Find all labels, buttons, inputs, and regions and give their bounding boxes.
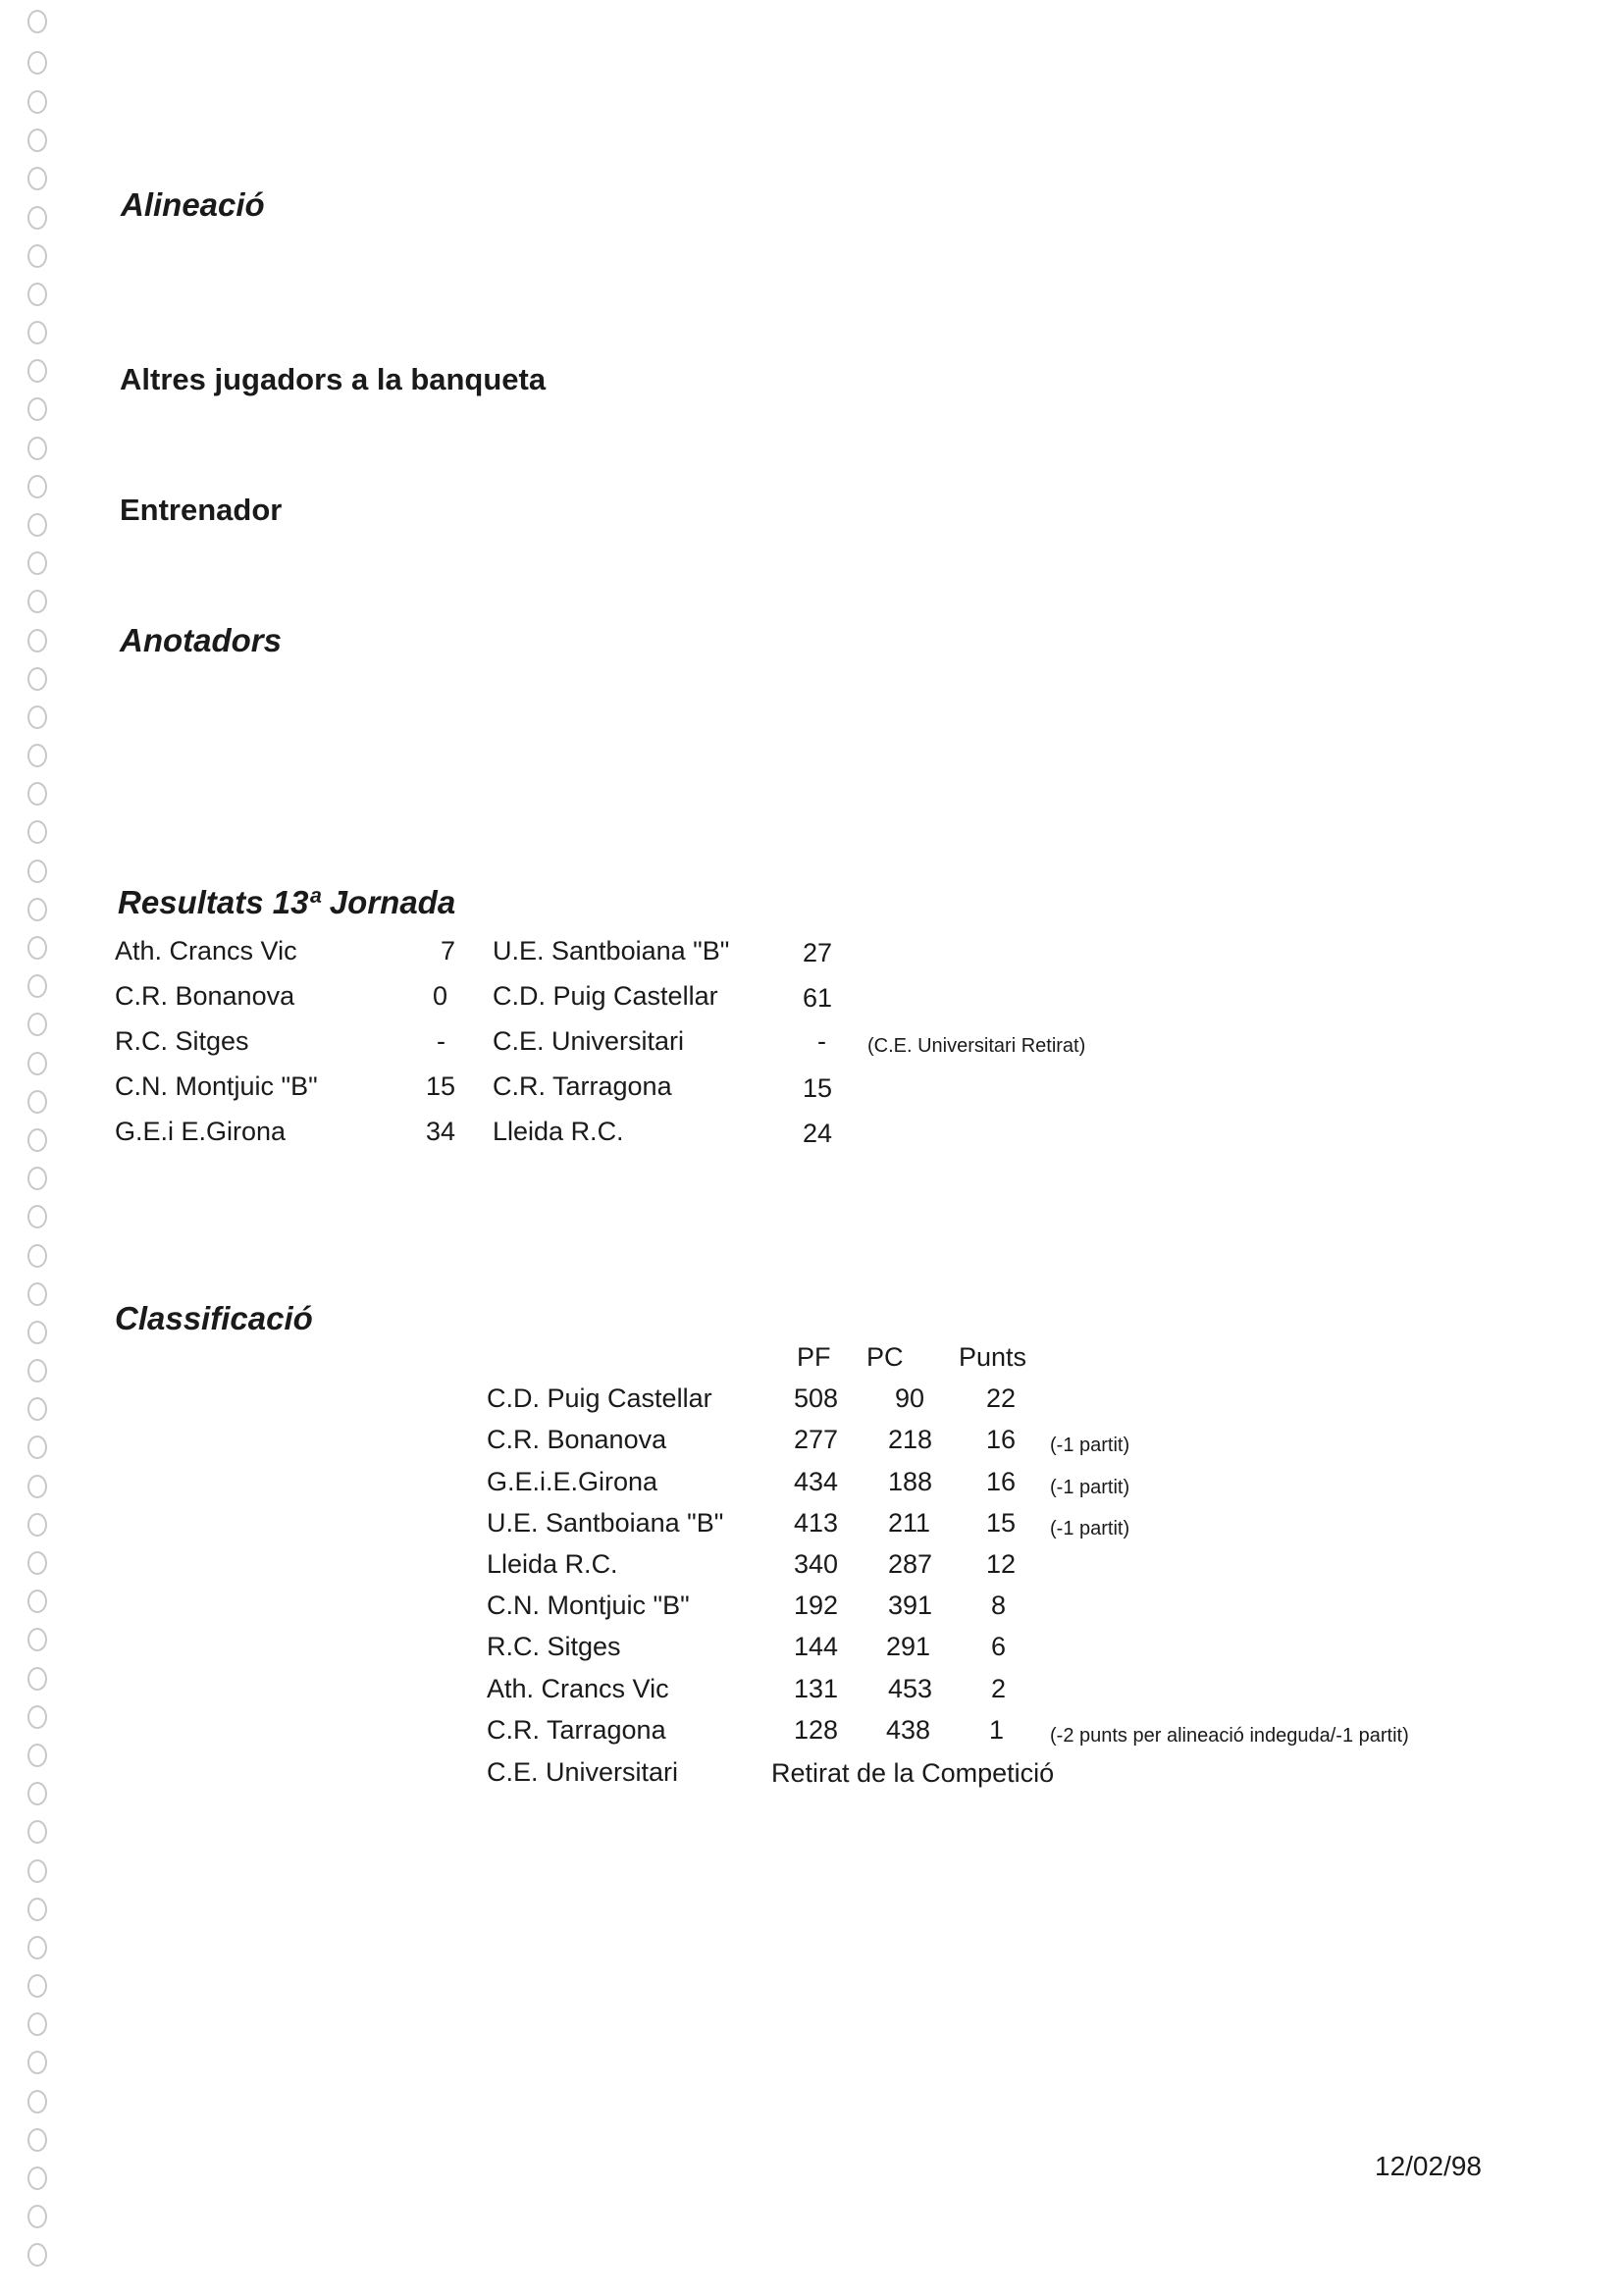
home-team: R.C. Sitges [115,1026,249,1056]
home-score: - [437,1026,445,1056]
binder-hole [27,2012,47,2036]
binder-hole [27,590,47,613]
binder-hole [27,705,47,729]
binder-hole [27,475,47,498]
standings-note: (-1 partit) [1050,1477,1130,1498]
standings-note: (-1 partit) [1050,1518,1130,1539]
binder-hole [27,1551,47,1575]
team-name: U.E. Santboiana "B" [487,1508,724,1538]
points-against: 90 [894,1383,924,1413]
heading-entrenador: Entrenador [120,493,283,527]
heading-alineacio: Alineació [121,186,265,223]
binder-hole [27,820,47,844]
binder-hole [27,1705,47,1729]
team-name: C.D. Puig Castellar [487,1383,712,1413]
points-for: 413 [793,1508,838,1538]
binder-hole [27,667,47,691]
binder-hole [27,2128,47,2152]
binder-hole [27,1435,47,1459]
binder-hole [27,397,47,421]
binder-hole [27,744,47,767]
away-score: - [817,1026,826,1056]
team-name: G.E.i.E.Girona [487,1467,658,1496]
column-header-punts: Punts [959,1342,1027,1372]
binder-hole [27,2243,47,2267]
document-date: 12/02/98 [1375,2151,1482,2181]
team-name: Lleida R.C. [487,1549,618,1579]
points-against: 291 [885,1632,930,1661]
binder-hole [27,1359,47,1383]
league-points: 16 [985,1425,1016,1454]
binder-hole [27,898,47,921]
binder-hole [27,1513,47,1537]
team-name: C.N. Montjuic "B" [487,1591,690,1620]
binder-holes [24,0,63,2296]
binder-hole [27,974,47,998]
binder-hole [27,244,47,268]
points-against: 391 [887,1591,932,1620]
binder-hole [27,437,47,460]
away-team: Lleida R.C. [493,1117,624,1146]
heading-resultats: Resultats 13ª Jornada [118,884,456,920]
away-score: 15 [802,1073,832,1103]
home-team: C.R. Bonanova [115,981,295,1011]
league-points: 22 [985,1383,1016,1413]
binder-hole [27,359,47,383]
points-against: 287 [887,1549,932,1579]
home-score: 15 [425,1071,455,1101]
standings-note: (-2 punts per alineació indeguda/-1 partit) [1050,1725,1409,1747]
binder-hole [27,1282,47,1306]
home-team: Ath. Crancs Vic [115,936,297,965]
binder-hole [27,321,47,344]
binder-hole [27,1244,47,1268]
binder-hole [27,1397,47,1421]
team-name: C.R. Bonanova [487,1425,667,1454]
binder-hole [27,2090,47,2113]
binder-hole [27,1782,47,1805]
binder-hole [27,1859,47,1883]
points-against: 453 [887,1674,932,1703]
binder-hole [27,1628,47,1651]
binder-hole [27,1475,47,1498]
away-team: U.E. Santboiana "B" [493,936,730,965]
heading-banqueta: Altres jugadors a la banqueta [120,362,547,396]
binder-hole [27,1321,47,1344]
away-score: 24 [802,1119,832,1148]
away-score: 27 [802,938,832,967]
binder-hole [27,2051,47,2074]
binder-hole [27,1013,47,1036]
binder-hole [27,551,47,575]
binder-hole [27,782,47,806]
binder-hole [27,1820,47,1844]
binder-hole [27,1205,47,1228]
away-score: 61 [802,983,832,1013]
standings-note: (-1 partit) [1050,1435,1130,1456]
binder-hole [27,1052,47,1075]
points-for: 508 [793,1383,838,1413]
column-header-pc: PC [866,1342,904,1372]
points-against: 188 [887,1467,932,1496]
column-header-pf: PF [797,1342,831,1372]
points-against: 211 [887,1508,930,1538]
league-points: 2 [990,1674,1006,1703]
away-team: C.D. Puig Castellar [493,981,718,1011]
binder-hole [27,629,47,652]
league-points: 15 [985,1508,1016,1538]
points-for: 144 [793,1632,838,1661]
team-name: R.C. Sitges [487,1632,621,1661]
binder-hole [27,206,47,230]
league-points: 16 [985,1467,1016,1496]
league-points: 12 [985,1549,1016,1579]
home-score: 34 [425,1117,455,1146]
binder-hole [27,283,47,306]
home-score: 7 [440,936,455,965]
binder-hole [27,129,47,152]
binder-hole [27,1090,47,1114]
binder-hole [27,1974,47,1998]
binder-hole [27,936,47,960]
binder-hole [27,10,47,33]
result-note: (C.E. Universitari Retirat) [867,1035,1086,1057]
points-for: 192 [793,1591,838,1620]
team-name: C.E. Universitari [487,1757,679,1787]
binder-hole [27,1128,47,1152]
league-points: 6 [990,1632,1006,1661]
binder-hole [27,1898,47,1921]
league-points: 1 [988,1715,1004,1745]
points-for: 131 [793,1674,838,1703]
away-team: C.E. Universitari [493,1026,685,1056]
heading-classificacio: Classificació [115,1300,313,1336]
points-against: 438 [885,1715,930,1745]
points-for: 340 [793,1549,838,1579]
league-points: 8 [990,1591,1006,1620]
binder-hole [27,2205,47,2228]
team-name: Ath. Crancs Vic [487,1674,669,1703]
away-team: C.R. Tarragona [493,1071,672,1101]
team-name: C.R. Tarragona [487,1715,666,1745]
heading-anotadors: Anotadors [120,622,282,658]
binder-hole [27,90,47,114]
points-for: 434 [793,1467,838,1496]
binder-hole [27,860,47,883]
binder-hole [27,51,47,75]
withdrawn-label: Retirat de la Competició [771,1758,1055,1788]
points-for: 128 [793,1715,838,1745]
points-against: 218 [887,1425,932,1454]
binder-hole [27,1167,47,1190]
binder-hole [27,513,47,537]
binder-hole [27,1936,47,1959]
home-team: G.E.i E.Girona [115,1117,287,1146]
points-for: 277 [793,1425,838,1454]
binder-hole [27,167,47,190]
binder-hole [27,1590,47,1613]
binder-hole [27,2166,47,2190]
binder-hole [27,1667,47,1691]
home-score: 0 [432,981,447,1011]
home-team: C.N. Montjuic "B" [115,1071,318,1101]
binder-hole [27,1744,47,1767]
